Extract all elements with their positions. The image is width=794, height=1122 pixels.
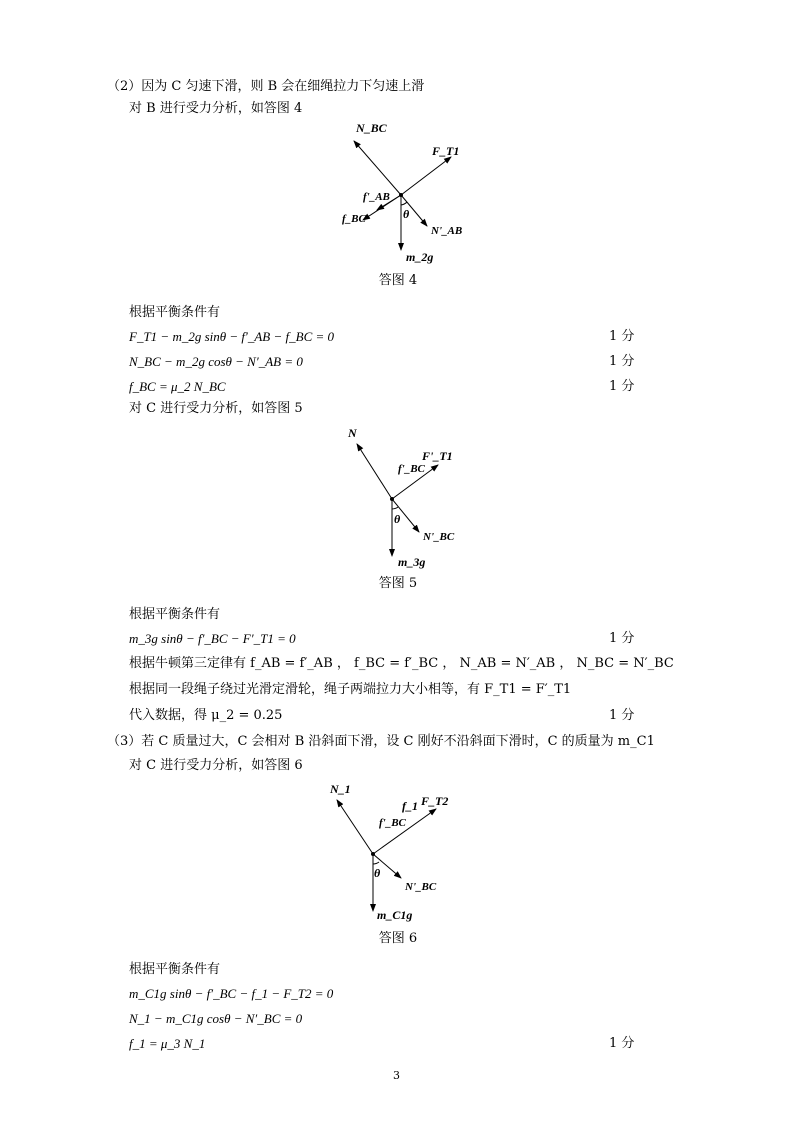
figure5-caption: 答图 5 <box>378 576 418 591</box>
fig4-label-m2g: m_2g <box>406 250 434 264</box>
score-label: 1 分 <box>609 329 635 344</box>
equilibrium-intro-1: 根据平衡条件有 <box>129 305 221 320</box>
rope-tension-text: 根据同一段绳子绕过光滑定滑轮，绳子两端拉力大小相等，有 F_T1 = F′_T1 <box>129 682 572 697</box>
analysis-b-text: 对 B 进行受力分析，如答图 4 <box>129 101 303 116</box>
force-diagram-6 <box>318 778 468 928</box>
force-diagram-5 <box>330 420 470 570</box>
fig5-label-fbc: f'_BC <box>398 463 425 475</box>
result-mu2: 代入数据，得 μ_2 = 0.25 <box>129 708 283 723</box>
fig5-label-n: N <box>348 426 357 440</box>
score-label: 1 分 <box>609 631 635 646</box>
fig6-label-ft2: F_T2 <box>421 794 449 808</box>
score-label: 1 分 <box>609 1036 635 1051</box>
section2-heading: （2）因为 C 匀速下滑，则 B 会在细绳拉力下匀速上滑 <box>107 79 425 94</box>
fig5-label-ft1: F'_T1 <box>422 449 453 463</box>
score-label: 1 分 <box>609 354 635 369</box>
equation-c1-1: m_C1g sinθ − f′_BC − f_1 − F_T2 = 0 <box>129 986 334 1001</box>
newton-third-law-text: 根据牛顿第三定律有 f_AB = f′_AB ， f_BC = f′_BC ， N_AB = N′_AB ， N_BC = N′_BC <box>129 656 674 671</box>
fig4-label-fab: f'_AB <box>363 191 390 203</box>
force-diagram-4 <box>330 118 470 268</box>
page-number: 3 <box>393 1069 400 1082</box>
section3-heading: （3）若 C 质量过大，C 会相对 B 沿斜面下滑，设 C 刚好不沿斜面下滑时，C 的质量为 m_C1 <box>107 734 655 749</box>
equation-b-2: N_BC − m_2g cosθ − N′_AB = 0 <box>129 354 303 369</box>
figure4-caption: 答图 4 <box>378 273 418 288</box>
equation-b-3: f_BC = μ_2 N_BC <box>129 379 226 394</box>
score-label: 1 分 <box>609 708 635 723</box>
arrow-f-t2 <box>373 809 436 854</box>
fig5-label-theta: θ <box>394 512 401 526</box>
analysis-c-text: 对 C 进行受力分析，如答图 5 <box>129 401 303 416</box>
fig4-label-theta: θ <box>403 207 410 221</box>
analysis-c-text-2: 对 C 进行受力分析，如答图 6 <box>129 758 303 773</box>
fig5-label-nbc: N'_BC <box>423 531 455 543</box>
fig4-label-nab: N'_AB <box>431 225 463 237</box>
fig6-label-fbc: f'_BC <box>379 817 406 829</box>
arrow-n-bc <box>354 141 401 195</box>
equation-c1-3: f_1 = μ_3 N_1 <box>129 1036 206 1051</box>
arrow-f-t1 <box>401 157 451 195</box>
figure6-caption: 答图 6 <box>378 931 418 946</box>
fig5-label-m3g: m_3g <box>398 555 426 569</box>
fig4-label-nbc: N_BC <box>356 121 387 135</box>
fig6-label-n1: N_1 <box>330 782 351 796</box>
arrow-n <box>357 444 392 499</box>
fig6-label-nbc: N'_BC <box>405 881 437 893</box>
fig4-label-fbc: f_BC <box>342 213 366 225</box>
equilibrium-intro-3: 根据平衡条件有 <box>129 962 221 977</box>
equation-c1-2: N_1 − m_C1g cosθ − N′_BC = 0 <box>129 1011 303 1026</box>
equation-b-1: F_T1 − m_2g sinθ − f′_AB − f_BC = 0 <box>129 329 335 344</box>
fig6-label-theta: θ <box>374 866 381 880</box>
fig6-label-f1: f_1 <box>402 799 418 813</box>
equilibrium-intro-2: 根据平衡条件有 <box>129 607 221 622</box>
fig4-label-ft1: F_T1 <box>432 144 460 158</box>
fig6-label-mc1g: m_C1g <box>377 908 413 922</box>
score-label: 1 分 <box>609 379 635 394</box>
arrow-n1 <box>337 800 373 854</box>
equation-c-1: m_3g sinθ − f′_BC − F′_T1 = 0 <box>129 631 296 646</box>
